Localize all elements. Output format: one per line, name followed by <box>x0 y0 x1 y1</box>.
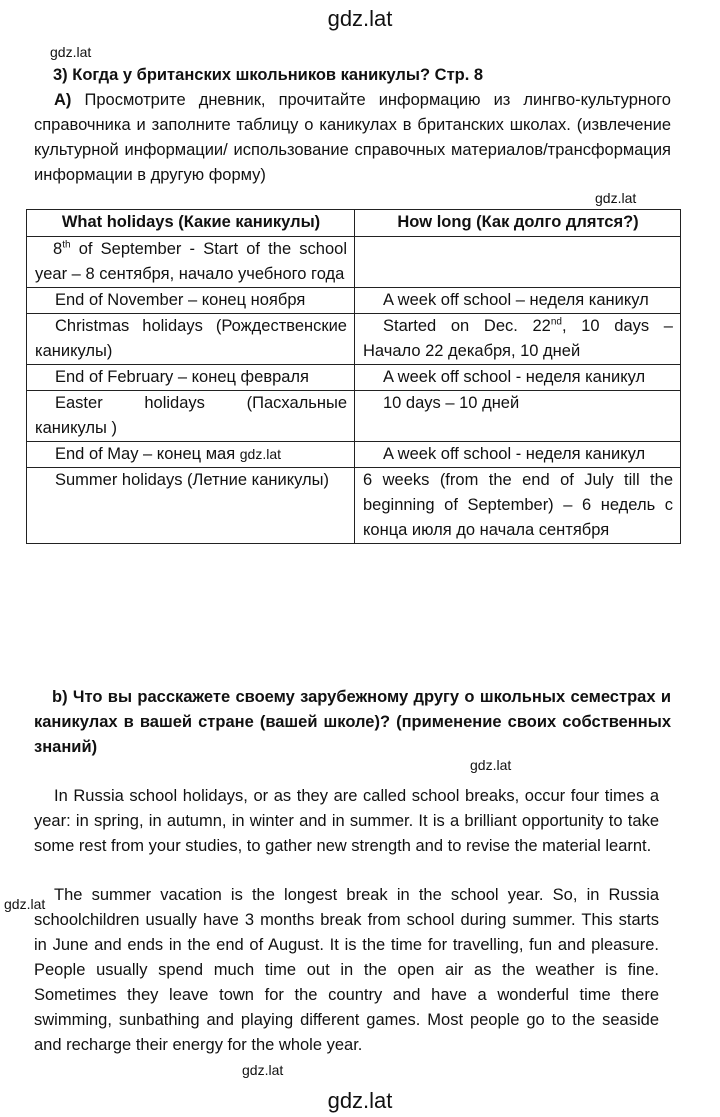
duration-cell: A week off school – неделя каникул <box>355 288 681 314</box>
table-row <box>27 288 681 314</box>
table-row <box>27 468 681 544</box>
holiday-cell: Summer holidays (Летние каникулы) <box>27 468 355 544</box>
site-footer: gdz.lat <box>327 1088 393 1113</box>
holiday-cell: Christmas holidays (Рождественские каникулы) <box>27 314 355 365</box>
holiday-cell: Easter holidays (Пасхальные каникулы ) <box>27 391 355 442</box>
part-a-label: A) <box>54 91 72 109</box>
paragraph-1: In Russia school holidays, or as they are called school breaks, occur four times a year: in spring, in autumn, in winter and in summer. It is a brilliant opportunity to take some rest from your studies, to gather new strength and to revise the material learnt. <box>34 787 659 855</box>
watermark: gdz.lat <box>239 446 282 462</box>
table-row <box>27 391 681 442</box>
table-row <box>27 365 681 391</box>
duration-cell: A week off school - неделя каникул <box>355 442 681 468</box>
column-header: What holidays (Какие каникулы) <box>27 210 355 237</box>
column-header: How long (Как долго длятся?) <box>355 210 681 237</box>
duration-cell: Started on Dec. 22nd, 10 days – Начало 22 декабря, 10 дней <box>355 314 681 365</box>
exercise-heading: 3) Когда у британских школьников каникулы? Стр. 8 <box>53 66 484 84</box>
table-row <box>27 237 681 288</box>
part-b-question: b) Что вы расскажете своему зарубежному другу о школьных семестрах и каникулах в вашей стране (вашей школе)? (применение своих собственных знаний) <box>34 688 671 756</box>
holiday-cell: End of May – конец мая gdz.lat <box>27 442 355 468</box>
watermark: gdz.lat <box>4 896 46 912</box>
paragraph-2: The summer vacation is the longest break in the school year. So, in Russia schoolchildren usually have 3 months break from school during summer. This starts in June and ends in the end of August. It is the time for travelling, fun and pleasure. People usually spend much time out in the open air as the weather is fine. Sometimes they leave town for the country and have a wonderful time there swimming, sunbathing and playing different games. Most people go to the seaside and recharge their energy for the whole year. <box>34 886 659 1054</box>
holiday-cell: 8th of September - Start of the school year – 8 сентября, начало учебного года <box>27 237 355 288</box>
holiday-cell: End of February – конец февраля <box>27 365 355 391</box>
site-title: gdz.lat <box>327 6 393 31</box>
table-row <box>27 442 681 468</box>
watermark: gdz.lat <box>50 44 92 60</box>
part-a-text: Просмотрите дневник, прочитайте информацию из лингво-культурного справочника и заполните таблицу о каникулах в британских школах. (извлечение культурной информации/ использование справочных материалов/трансформация информации в другую форму) <box>34 91 671 184</box>
duration-cell <box>355 237 681 288</box>
watermark: gdz.lat <box>595 190 637 206</box>
table-row <box>27 314 681 365</box>
part-a-instructions <box>34 88 671 188</box>
duration-cell: A week off school - неделя каникул <box>355 365 681 391</box>
holiday-cell: End of November – конец ноября <box>27 288 355 314</box>
table-header-row <box>27 210 681 237</box>
holidays-table <box>26 209 681 544</box>
duration-cell: 6 weeks (from the end of July till the beginning of September) – 6 недель с конца июля до начала сентября <box>355 468 681 544</box>
watermark: gdz.lat <box>470 757 512 773</box>
duration-cell: 10 days – 10 дней <box>355 391 681 442</box>
watermark: gdz.lat <box>242 1062 284 1078</box>
